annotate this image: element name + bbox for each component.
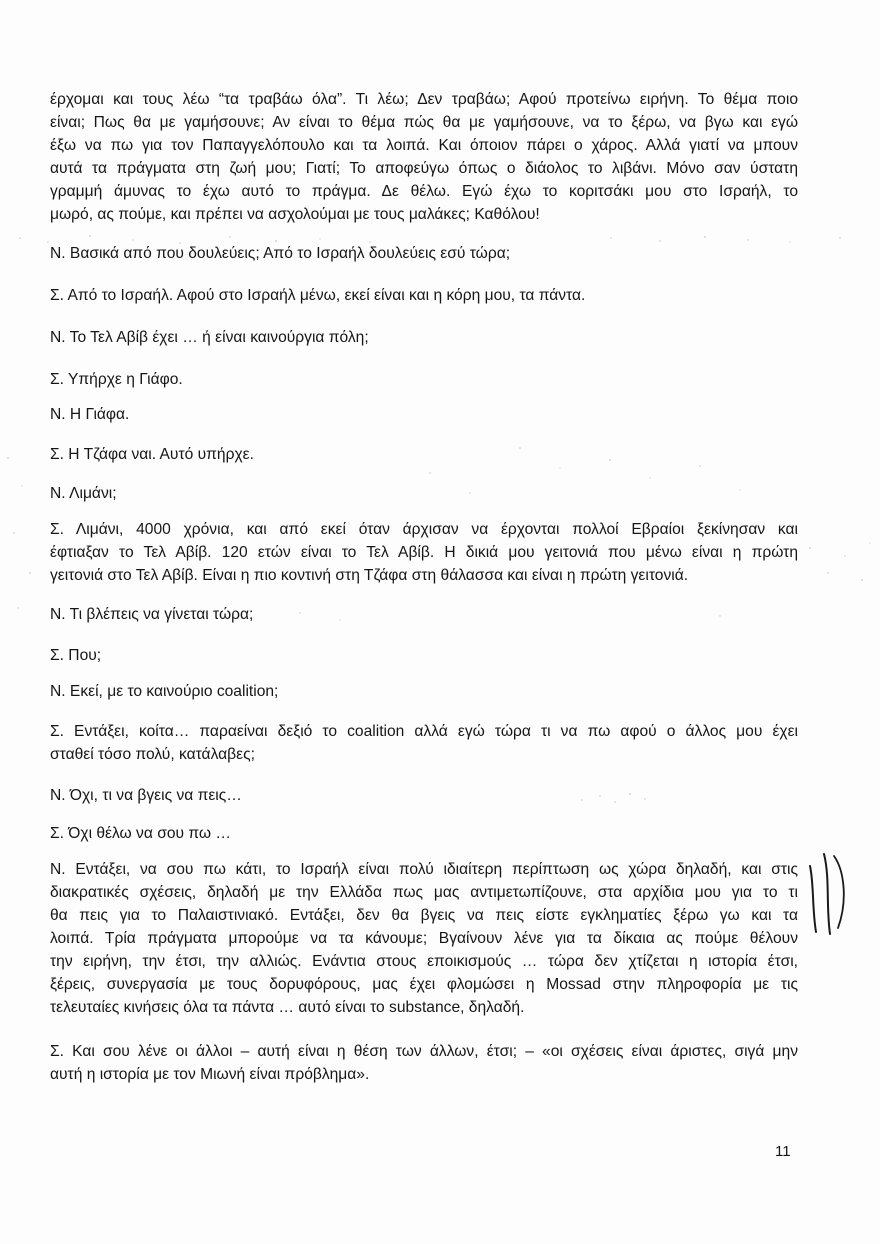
paragraph-14 — [50, 784, 798, 807]
text-line: Ν. Τι βλέπεις να γίνεται τώρα; — [50, 606, 254, 623]
text-line: θα πεις για το Παλαιστινιακό. Εντάξει, δεν θα βγεις να πεις είστε εγκληματίες ξέρω γω και τα — [50, 907, 798, 924]
text-line: Ν. Λιμάνι; — [50, 485, 117, 502]
text-line: Σ. Από το Ισραήλ. Αφού στο Ισραήλ μένω, εκεί είναι και η κόρη μου, τα πάντα. — [50, 287, 586, 304]
text-line: διακρατικές σχέσεις, δηλαδή με την Ελλάδα πως μας αντιμετωπίζουνε, στα αρχίδια μου για το τι — [50, 884, 798, 901]
handwritten-margin-mark — [804, 848, 854, 936]
text-line: έφτιαξαν το Τελ Αβίβ. 120 ετών είναι το Τελ Αβίβ. Η δικιά μου γειτονιά που μένω είναι η πρώτη — [50, 544, 798, 561]
paragraph-6 — [50, 403, 798, 426]
text-line: Ν. Όχι, τι να βγεις να πεις… — [50, 787, 242, 804]
text-line: τελευταίες κινήσεις όλα τα πάντα … αυτό είναι το substance, δηλαδή. — [50, 999, 525, 1016]
paragraph-11 — [50, 644, 798, 667]
paragraph-15 — [50, 822, 798, 845]
paragraph-10 — [50, 603, 798, 626]
text-line: Σ. Που; — [50, 647, 102, 664]
text-line: Ν. Το Τελ Αβίβ έχει … ή είναι καινούργια πόλη; — [50, 329, 369, 346]
paragraph-16 — [50, 858, 798, 1019]
paragraph-8 — [50, 482, 798, 505]
text-line: έξω να πω για τον Παπαγγελόπουλο και τα λοιπά. Και όποιον πάρει ο χάρος. Αλλά γιατί να μπουν — [50, 137, 798, 154]
text-line: Ν. Η Γιάφα. — [50, 406, 130, 423]
paragraph-4 — [50, 326, 798, 349]
text-line: σταθεί τόσο πολύ, κατάλαβες; — [50, 746, 255, 763]
text-line: γραμμή άμυνας το έχω αυτό το πράγμα. Δε θέλω. Εγώ έχω το κοριτσάκι μου στο Ισραήλ, το — [50, 183, 798, 200]
paragraph-3 — [50, 284, 798, 307]
text-line: γειτονιά στο Τελ Αβίβ. Είναι η πιο κοντινή στη Τζάφα στη θάλασσα και είναι η πρώτη γειτονιά. — [50, 567, 689, 584]
text-line: μωρό, ας πούμε, και πρέπει να ασχολούμαι με τους μαλάκες; Καθόλου! — [50, 206, 540, 223]
paragraph-17 — [50, 1040, 798, 1086]
text-line: αυτά τα πράγματα στη ζωή μου; Γιατί; Το αποφεύγω όπως ο διάολος το λιβάνι. Μόνο σαν ύστατη — [50, 160, 798, 177]
text-line: την ειρήνη, την έτσι, την αλλιώς. Ενάντια στους εποικισμούς … τώρα δεν χτίζεται η ιστορία έτσι, — [50, 953, 798, 970]
text-line: Σ. Όχι θέλω να σου πω … — [50, 825, 231, 842]
paragraph-7 — [50, 443, 798, 466]
text-line: Ν. Εκεί, με το καινούριο coalition; — [50, 683, 279, 700]
paragraph-9 — [50, 518, 798, 587]
text-line: έρχομαι και τους λέω “τα τραβάω όλα”. Τι λέω; Δεν τραβάω; Αφού προτείνω ειρήνη. Το θέμα ποιο — [50, 91, 798, 108]
paragraph-12 — [50, 680, 798, 703]
paragraph-5 — [50, 368, 798, 391]
page-number: 11 — [775, 1143, 791, 1160]
text-line: Σ. Και σου λένε οι άλλοι – αυτή είναι η θέση των άλλων, έτσι; – «οι σχέσεις είναι άριστες, σιγά μην — [50, 1043, 798, 1060]
text-line: ξέρεις, συνεργασία με τους δορυφόρους, μας έχει φλομώσει η Mossad στην πληροφορία με τις — [50, 976, 798, 993]
paragraph-1 — [50, 88, 798, 226]
text-line: Σ. Η Τζάφα ναι. Αυτό υπήρχε. — [50, 446, 254, 463]
text-line: Σ. Υπήρχε η Γιάφο. — [50, 371, 183, 388]
text-line: αυτή η ιστορία με τον Μιωνή είναι πρόβλημα». — [50, 1066, 370, 1083]
text-line: Σ. Εντάξει, κοίτα… παραείναι δεξιό το coalition αλλά εγώ τώρα τι να πω αφού ο άλλος μου έχει — [50, 723, 798, 740]
text-line: λοιπά. Τρία πράγματα μπορούμε να τα κάνουμε; Βγαίνουν λένε για τα δίκαια ας πούμε θέλουν — [50, 930, 798, 947]
text-line: Σ. Λιμάνι, 4000 χρόνια, και από εκεί όταν άρχισαν να έρχονται πολλοί Εβραίοι ξεκίνησαν και — [50, 521, 798, 538]
text-line: είναι; Πως θα με γαμήσουνε; Αν είναι το θέμα πώς θα με γαμήσουνε, να το ξέρω, να βγω και εγώ — [50, 114, 798, 131]
paragraph-13 — [50, 720, 798, 766]
paragraph-2 — [50, 242, 798, 265]
text-line: Ν. Εντάξει, να σου πω κάτι, το Ισραήλ είναι πολύ ιδιαίτερη περίπτωση ως χώρα δηλαδή, και στις — [50, 861, 798, 878]
text-line: Ν. Βασικά από που δουλεύεις; Από το Ισραήλ δουλεύεις εσύ τώρα; — [50, 245, 511, 262]
